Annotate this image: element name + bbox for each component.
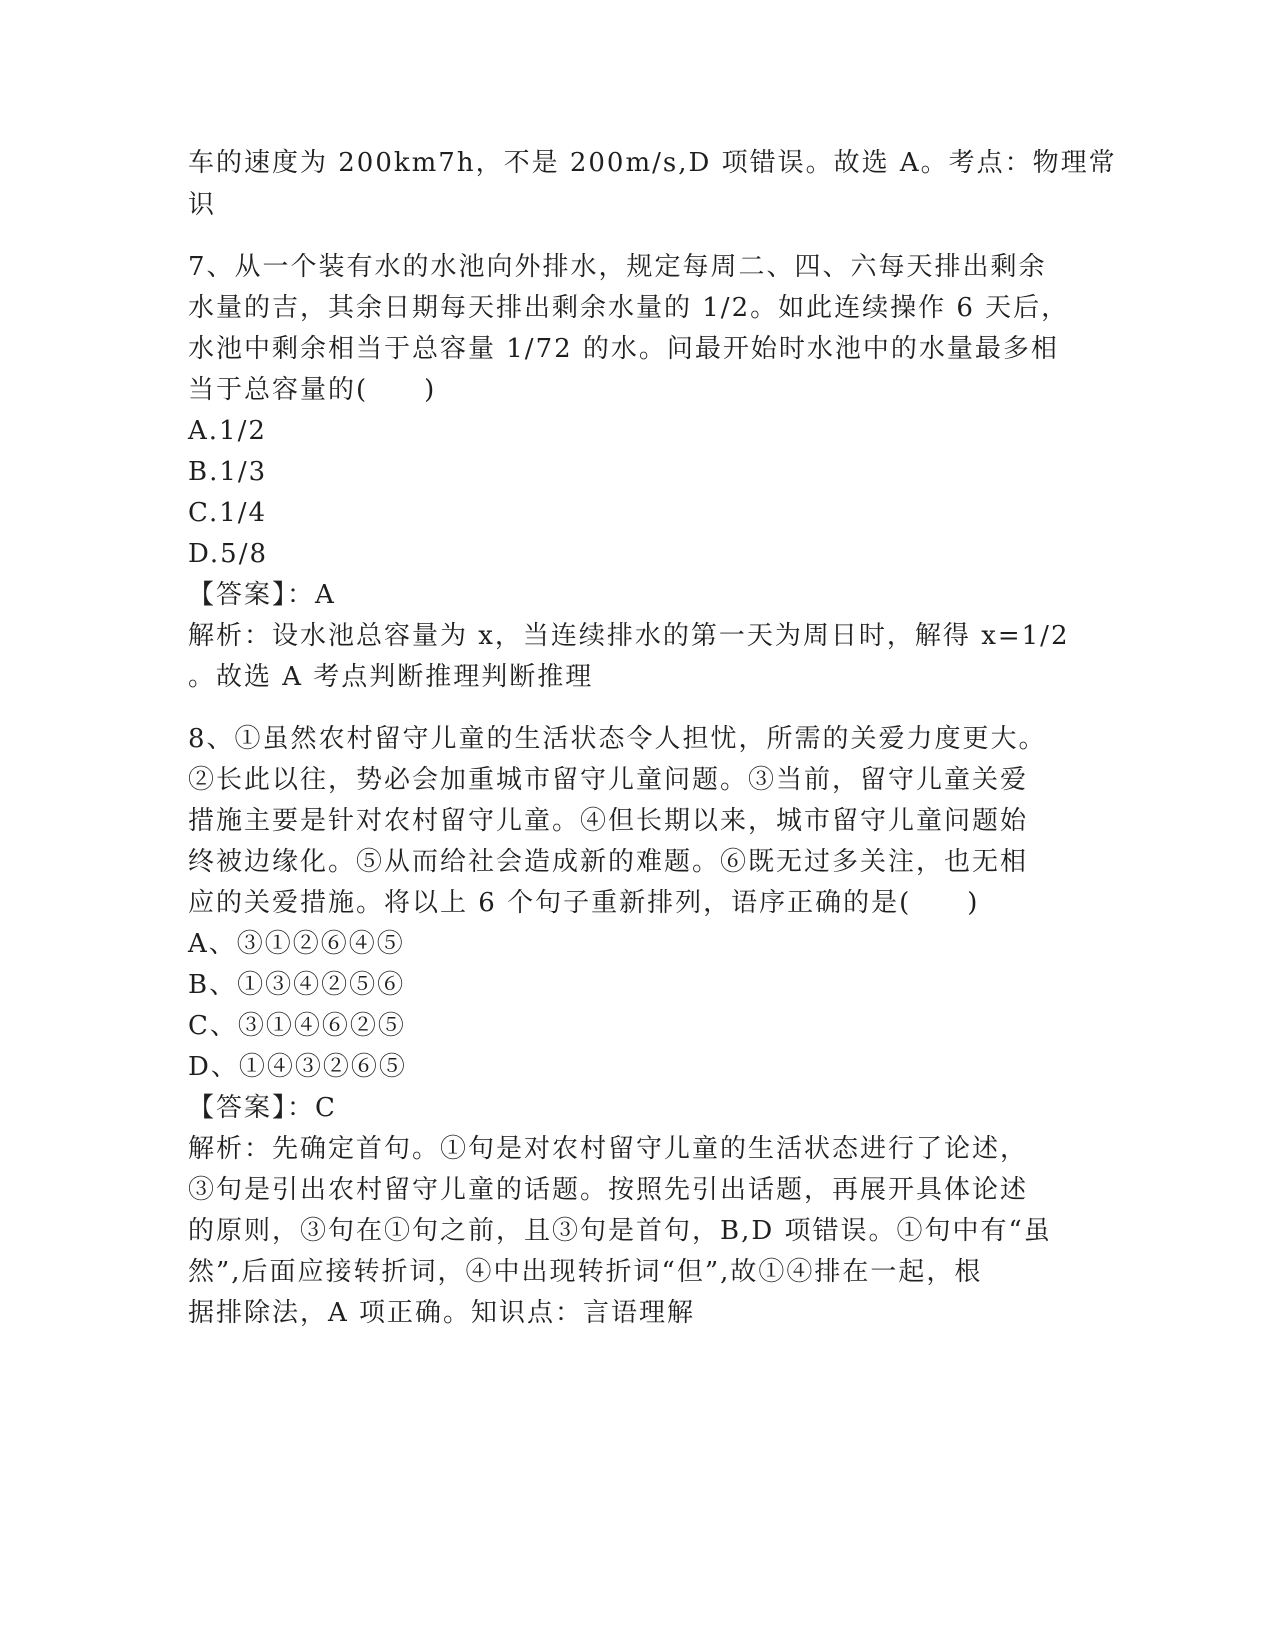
q8-option-b: B、①③④②⑤⑥ (188, 970, 406, 1000)
q8-analysis-line: ③句是引出农村留守儿童的话题。按照先引出话题，再展开具体论述 (188, 1175, 1029, 1205)
q8-option-c: C、③①④⑥②⑤ (188, 1011, 406, 1041)
q7-stem-line: 当于总容量的( ) (188, 375, 437, 405)
q7-stem-line: 水池中剩余相当于总容量 1/72 的水。问最开始时水池中的水量最多相 (188, 334, 1059, 364)
q7-option-c: C.1/4 (188, 498, 268, 528)
prev-analysis-line: 识 (188, 190, 217, 220)
q8-analysis-line: 解析：先确定首句。①句是对农村留守儿童的生活状态进行了论述， (188, 1134, 1029, 1164)
q8-option-d: D、①④③②⑥⑤ (188, 1052, 407, 1082)
q7-stem-line: 水量的吉，其余日期每天排出剩余水量的 1/2。如此连续操作 6 天后， (188, 293, 1070, 323)
q8-stem-line: 终被边缘化。⑤从而给社会造成新的难题。⑥既无过多关注，也无相 (188, 847, 1029, 877)
q8-analysis-line: 的原则，③句在①句之前，且③句是首句，B,D 项错误。①句中有“虽 (188, 1216, 1052, 1246)
q7-stem-line: 7、从一个装有水的水池向外排水，规定每周二、四、六每天排出剩余 (188, 252, 1047, 282)
q7-option-b: B.1/3 (188, 457, 268, 487)
q7-option-d: D.5/8 (188, 539, 269, 569)
q8-analysis-line: 然”,后面应接转折词，④中出现转折词“但”,故①④排在一起，根 (188, 1257, 983, 1287)
q7-analysis-line: 。故选 A 考点判断推理判断推理 (188, 662, 594, 692)
q8-analysis-line: 据排除法，A 项正确。知识点：言语理解 (188, 1298, 696, 1328)
q7-analysis-line: 解析：设水池总容量为 x，当连续排水的第一天为周日时，解得 x=1/2 (188, 621, 1070, 651)
q8-option-a: A、③①②⑥④⑤ (188, 929, 405, 959)
q8-stem-line: 措施主要是针对农村留守儿童。④但长期以来，城市留守儿童问题始 (188, 806, 1029, 836)
q8-stem-line: 应的关爱措施。将以上 6 个句子重新排列，语序正确的是( ) (188, 888, 980, 918)
q7-option-a: A.1/2 (188, 416, 267, 446)
prev-analysis-line: 车的速度为 200km7h，不是 200m/s,D 项错误。故选 A。考点：物理常 (188, 148, 1117, 178)
q8-stem-line: ②长此以往，势必会加重城市留守儿童问题。③当前，留守儿童关爱 (188, 765, 1029, 795)
q8-answer: 【答案】：C (188, 1093, 337, 1123)
q7-answer: 【答案】：A (188, 580, 336, 610)
q8-stem-line: 8、①虽然农村留守儿童的生活状态令人担忧，所需的关爱力度更大。 (188, 724, 1047, 754)
